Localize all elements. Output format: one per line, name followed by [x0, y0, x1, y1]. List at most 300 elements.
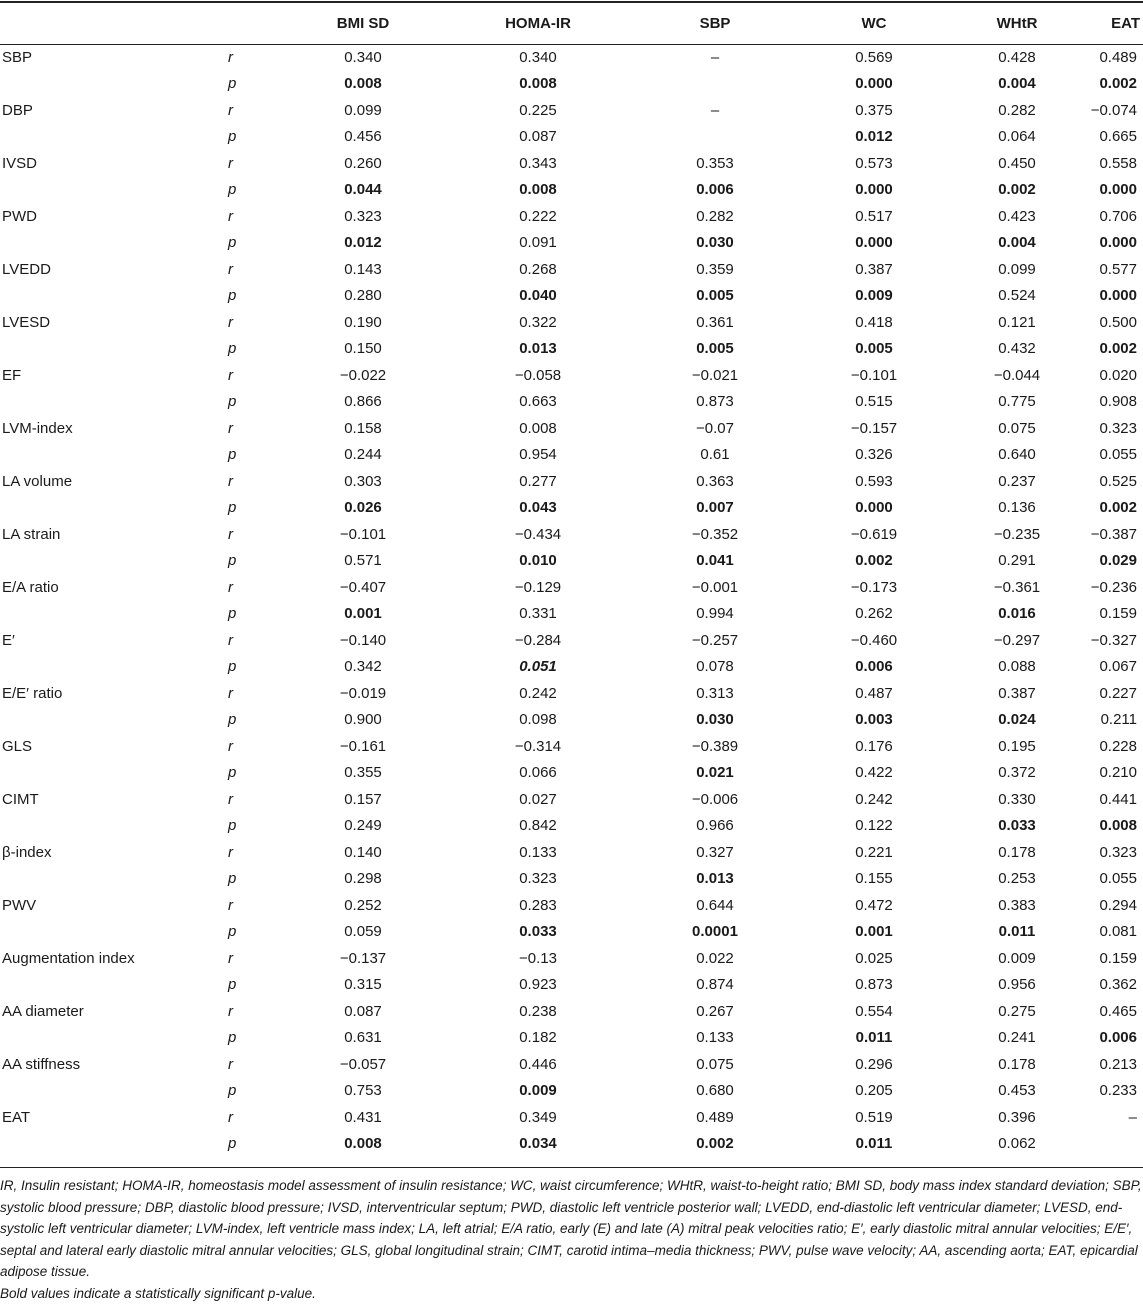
- row-variable-label: PWV: [0, 892, 228, 919]
- table-cell: 0.268: [438, 256, 638, 283]
- table-cell: 0.0001: [638, 919, 792, 946]
- table-cell: 0.282: [638, 203, 792, 230]
- table-cell: 0.005: [792, 336, 956, 363]
- table-row: [0, 495, 1143, 522]
- table-cell: [638, 71, 792, 98]
- table-row: [0, 945, 1143, 972]
- table-cell: 0.489: [1078, 44, 1143, 71]
- table-row: [0, 256, 1143, 283]
- table-cell: 0.680: [638, 1078, 792, 1105]
- table-cell: 0.517: [792, 203, 956, 230]
- row-variable-label: CIMT: [0, 786, 228, 813]
- table-row: [0, 919, 1143, 946]
- row-statistic-symbol: r: [228, 44, 288, 71]
- row-variable-label: [0, 654, 228, 681]
- row-statistic-symbol: r: [228, 680, 288, 707]
- row-variable-label: EF: [0, 362, 228, 389]
- table-cell: 0.055: [1078, 866, 1143, 893]
- table-cell: 0.343: [438, 150, 638, 177]
- table-cell: 0.361: [638, 309, 792, 336]
- row-variable-label: SBP: [0, 44, 228, 71]
- table-row: [0, 1131, 1143, 1158]
- table-cell: 0.353: [638, 150, 792, 177]
- table-cell: 0.663: [438, 389, 638, 416]
- table-cell: 0.519: [792, 1104, 956, 1131]
- table-cell: 0.008: [288, 1131, 438, 1158]
- table-header-row: [0, 3, 1143, 44]
- table-cell: 0.569: [792, 44, 956, 71]
- table-footnote: [0, 1175, 1143, 1304]
- table-cell: 0.026: [288, 495, 438, 522]
- table-cell: 0.098: [438, 707, 638, 734]
- table-cell: 0.001: [792, 919, 956, 946]
- row-statistic-symbol: r: [228, 892, 288, 919]
- table-row: [0, 44, 1143, 71]
- table-cell: 0.002: [638, 1131, 792, 1158]
- table-cell: 0.227: [1078, 680, 1143, 707]
- table-cell: 0.456: [288, 124, 438, 151]
- table-cell: 0.008: [438, 177, 638, 204]
- table-cell: 0.330: [956, 786, 1078, 813]
- header-whtr: WHtR: [956, 3, 1078, 44]
- table-cell: 0.003: [792, 707, 956, 734]
- table-cell: 0.842: [438, 813, 638, 840]
- table-cell: 0.323: [1078, 839, 1143, 866]
- row-variable-label: [0, 866, 228, 893]
- table-cell: 0.016: [956, 601, 1078, 628]
- table-cell: 0.008: [438, 71, 638, 98]
- table-row: [0, 707, 1143, 734]
- table-cell: 0.013: [638, 866, 792, 893]
- row-statistic-symbol: r: [228, 521, 288, 548]
- table-cell: 0.205: [792, 1078, 956, 1105]
- table-cell: 0.296: [792, 1051, 956, 1078]
- table-cell: 0.275: [956, 998, 1078, 1025]
- row-variable-label: E′: [0, 627, 228, 654]
- table-cell: 0.323: [288, 203, 438, 230]
- row-statistic-symbol: p: [228, 1078, 288, 1105]
- table-row: [0, 601, 1143, 628]
- table-cell: 0.355: [288, 760, 438, 787]
- table-row: [0, 548, 1143, 575]
- table-cell: 0.002: [1078, 336, 1143, 363]
- table-cell: −0.352: [638, 521, 792, 548]
- table-cell: 0.349: [438, 1104, 638, 1131]
- row-variable-label: [0, 601, 228, 628]
- table-cell: 0.61: [638, 442, 792, 469]
- row-statistic-symbol: p: [228, 707, 288, 734]
- table-cell: 0.441: [1078, 786, 1143, 813]
- table-cell: 0.489: [638, 1104, 792, 1131]
- row-statistic-symbol: r: [228, 415, 288, 442]
- row-statistic-symbol: r: [228, 309, 288, 336]
- table-cell: –: [638, 97, 792, 124]
- table-cell: −0.314: [438, 733, 638, 760]
- table-cell: 0.323: [1078, 415, 1143, 442]
- table-cell: 0.099: [956, 256, 1078, 283]
- table-cell: 0.954: [438, 442, 638, 469]
- table-row: [0, 972, 1143, 999]
- row-statistic-symbol: p: [228, 813, 288, 840]
- table-row: [0, 1104, 1143, 1131]
- table-cell: 0.923: [438, 972, 638, 999]
- table-cell: 0.081: [1078, 919, 1143, 946]
- row-statistic-symbol: r: [228, 150, 288, 177]
- table-cell: 0.326: [792, 442, 956, 469]
- table-cell: 0.004: [956, 71, 1078, 98]
- table-cell: 0.010: [438, 548, 638, 575]
- table-cell: 0.342: [288, 654, 438, 681]
- table-row: [0, 680, 1143, 707]
- row-variable-label: [0, 124, 228, 151]
- row-variable-label: PWD: [0, 203, 228, 230]
- table-row: [0, 654, 1143, 681]
- table-cell: 0.340: [438, 44, 638, 71]
- table-cell: 0.008: [288, 71, 438, 98]
- table-cell: 0.558: [1078, 150, 1143, 177]
- row-statistic-symbol: r: [228, 786, 288, 813]
- row-variable-label: [0, 919, 228, 946]
- table-cell: 0.000: [792, 177, 956, 204]
- table-cell: 0.593: [792, 468, 956, 495]
- row-statistic-symbol: p: [228, 336, 288, 363]
- table-cell: 0.099: [288, 97, 438, 124]
- row-variable-label: Augmentation index: [0, 945, 228, 972]
- table-cell: 0.006: [1078, 1025, 1143, 1052]
- table-cell: 0.159: [1078, 601, 1143, 628]
- table-cell: 0.294: [1078, 892, 1143, 919]
- row-statistic-symbol: p: [228, 654, 288, 681]
- table-cell: 0.011: [956, 919, 1078, 946]
- table-cell: −0.019: [288, 680, 438, 707]
- row-variable-label: IVSD: [0, 150, 228, 177]
- table-cell: 0.775: [956, 389, 1078, 416]
- table-cell: −0.022: [288, 362, 438, 389]
- table-cell: 0.387: [956, 680, 1078, 707]
- table-cell: 0.640: [956, 442, 1078, 469]
- header-sbp: SBP: [638, 3, 792, 44]
- table-cell: 0.515: [792, 389, 956, 416]
- table-row: [0, 442, 1143, 469]
- table-cell: 0.280: [288, 283, 438, 310]
- table-cell: 0.178: [956, 839, 1078, 866]
- row-statistic-symbol: p: [228, 919, 288, 946]
- row-variable-label: [0, 1025, 228, 1052]
- table-cell: 0.009: [792, 283, 956, 310]
- correlation-table: [0, 3, 1143, 1157]
- table-cell: −0.021: [638, 362, 792, 389]
- row-statistic-symbol: r: [228, 627, 288, 654]
- row-statistic-symbol: r: [228, 733, 288, 760]
- row-variable-label: [0, 283, 228, 310]
- row-statistic-symbol: p: [228, 177, 288, 204]
- table-cell: 0.291: [956, 548, 1078, 575]
- row-variable-label: [0, 71, 228, 98]
- table-row: [0, 150, 1143, 177]
- table-cell: 0.446: [438, 1051, 638, 1078]
- row-variable-label: [0, 495, 228, 522]
- table-cell: 0.059: [288, 919, 438, 946]
- table-cell: 0.062: [956, 1131, 1078, 1158]
- table-cell: 0.242: [438, 680, 638, 707]
- table-row: [0, 627, 1143, 654]
- header-cell: [0, 3, 228, 44]
- row-variable-label: [0, 707, 228, 734]
- table-cell: 0.500: [1078, 309, 1143, 336]
- table-bottom-rule: [0, 1167, 1143, 1168]
- row-variable-label: [0, 1131, 228, 1158]
- row-statistic-symbol: p: [228, 442, 288, 469]
- table-cell: 0.359: [638, 256, 792, 283]
- table-row: [0, 1025, 1143, 1052]
- table-cell: 0.044: [288, 177, 438, 204]
- table-cell: −0.173: [792, 574, 956, 601]
- table-cell: 0.244: [288, 442, 438, 469]
- table-cell: 0.176: [792, 733, 956, 760]
- row-statistic-symbol: r: [228, 839, 288, 866]
- table-cell: 0.122: [792, 813, 956, 840]
- table-cell: 0.143: [288, 256, 438, 283]
- table-cell: –: [638, 44, 792, 71]
- table-row: [0, 892, 1143, 919]
- table-row: [0, 97, 1143, 124]
- table-cell: 0.873: [638, 389, 792, 416]
- row-variable-label: [0, 177, 228, 204]
- table-cell: 0.030: [638, 707, 792, 734]
- table-cell: 0.133: [438, 839, 638, 866]
- row-statistic-symbol: r: [228, 945, 288, 972]
- table-cell: 0.001: [288, 601, 438, 628]
- table-cell: 0.029: [1078, 548, 1143, 575]
- table-row: [0, 283, 1143, 310]
- table-cell: −0.140: [288, 627, 438, 654]
- table-cell: 0.002: [1078, 71, 1143, 98]
- table-cell: 0.313: [638, 680, 792, 707]
- table-cell: −0.361: [956, 574, 1078, 601]
- table-cell: 0.282: [956, 97, 1078, 124]
- row-statistic-symbol: r: [228, 256, 288, 283]
- table-cell: –: [1078, 1104, 1143, 1131]
- table-cell: 0.011: [792, 1131, 956, 1158]
- table-cell: 0.012: [792, 124, 956, 151]
- table-row: [0, 574, 1143, 601]
- table-cell: 0.055: [1078, 442, 1143, 469]
- table-cell: 0.487: [792, 680, 956, 707]
- table-cell: −0.101: [288, 521, 438, 548]
- table-cell: 0.007: [638, 495, 792, 522]
- table-cell: −0.327: [1078, 627, 1143, 654]
- table-cell: −0.619: [792, 521, 956, 548]
- table-row: [0, 389, 1143, 416]
- table-cell: 0.241: [956, 1025, 1078, 1052]
- row-variable-label: GLS: [0, 733, 228, 760]
- table-cell: 0.665: [1078, 124, 1143, 151]
- table-cell: 0.577: [1078, 256, 1143, 283]
- row-statistic-symbol: p: [228, 283, 288, 310]
- row-variable-label: [0, 813, 228, 840]
- row-statistic-symbol: p: [228, 760, 288, 787]
- row-variable-label: [0, 442, 228, 469]
- table-row: [0, 468, 1143, 495]
- table-cell: −0.284: [438, 627, 638, 654]
- table-cell: 0.524: [956, 283, 1078, 310]
- table-cell: 0.004: [956, 230, 1078, 257]
- table-cell: 0.033: [438, 919, 638, 946]
- row-statistic-symbol: r: [228, 574, 288, 601]
- table-row: [0, 521, 1143, 548]
- table-cell: 0.087: [438, 124, 638, 151]
- table-cell: 0.428: [956, 44, 1078, 71]
- table-cell: 0.121: [956, 309, 1078, 336]
- table-cell: 0.002: [792, 548, 956, 575]
- table-cell: 0.554: [792, 998, 956, 1025]
- row-statistic-symbol: p: [228, 1131, 288, 1158]
- table-cell: −0.297: [956, 627, 1078, 654]
- row-variable-label: [0, 1078, 228, 1105]
- table-cell: 0.000: [1078, 230, 1143, 257]
- table-cell: 0.158: [288, 415, 438, 442]
- table-cell: 0.573: [792, 150, 956, 177]
- table-cell: 0.900: [288, 707, 438, 734]
- table-cell: −0.058: [438, 362, 638, 389]
- table-cell: 0.571: [288, 548, 438, 575]
- table-row: [0, 786, 1143, 813]
- table-cell: 0.002: [1078, 495, 1143, 522]
- row-statistic-symbol: p: [228, 972, 288, 999]
- row-statistic-symbol: r: [228, 362, 288, 389]
- table-cell: 0.908: [1078, 389, 1143, 416]
- table-cell: 0.020: [1078, 362, 1143, 389]
- table-cell: 0.030: [638, 230, 792, 257]
- table-cell: −0.235: [956, 521, 1078, 548]
- table-cell: 0.088: [956, 654, 1078, 681]
- table-cell: 0.000: [792, 495, 956, 522]
- row-statistic-symbol: p: [228, 71, 288, 98]
- table-cell: −0.137: [288, 945, 438, 972]
- abbreviations-note: IR, Insulin resistant; HOMA-IR, homeostasis model assessment of insulin resistance; WC, waist circumference; WHtR, waist-to-height ratio; BMI SD, body mass index standard deviation; SBP, systolic blood pressure; DBP, diastolic blood pressure; IVSD, interventricular septum; PWD, diastolic left ventricle posterior wall; LVEDD, end-diastolic left ventricular diameter; LVESD, end-systolic left ventricular diameter; LVM-index, left ventricle mass index; LA, left atrial; E/A ratio, early (E) and late (A) mitral peak velocities ratio; E′, early diastolic mitral annular velocities; E/E′, septal and lateral early diastolic mitral annular velocities; GLS, global longitudinal strain; CIMT, carotid intima–media thickness; PWV, pulse wave velocity; AA, ascending aorta; EAT, epicardial adipose tissue.: [0, 1175, 1143, 1283]
- row-statistic-symbol: p: [228, 230, 288, 257]
- table-cell: 0.051: [438, 654, 638, 681]
- table-row: [0, 1078, 1143, 1105]
- table-cell: 0.041: [638, 548, 792, 575]
- table-row: [0, 309, 1143, 336]
- table-cell: 0.075: [956, 415, 1078, 442]
- row-variable-label: EAT: [0, 1104, 228, 1131]
- table-cell: 0.363: [638, 468, 792, 495]
- table-cell: 0.465: [1078, 998, 1143, 1025]
- table-cell: 0.040: [438, 283, 638, 310]
- table-cell: 0.874: [638, 972, 792, 999]
- row-variable-label: LVM-index: [0, 415, 228, 442]
- table-cell: 0.422: [792, 760, 956, 787]
- table-cell: −0.407: [288, 574, 438, 601]
- row-variable-label: β-index: [0, 839, 228, 866]
- table-cell: 0.331: [438, 601, 638, 628]
- table-cell: −0.389: [638, 733, 792, 760]
- table-cell: 0.260: [288, 150, 438, 177]
- header-eat: EAT: [1078, 3, 1143, 44]
- row-statistic-symbol: p: [228, 495, 288, 522]
- row-statistic-symbol: p: [228, 601, 288, 628]
- header-cell: [228, 3, 288, 44]
- table-cell: 0.091: [438, 230, 638, 257]
- table-cell: 0.210: [1078, 760, 1143, 787]
- row-statistic-symbol: r: [228, 998, 288, 1025]
- table-cell: 0.027: [438, 786, 638, 813]
- table-cell: 0.043: [438, 495, 638, 522]
- table-cell: 0.013: [438, 336, 638, 363]
- table-cell: 0.525: [1078, 468, 1143, 495]
- table-cell: 0.078: [638, 654, 792, 681]
- table-cell: 0.262: [792, 601, 956, 628]
- table-cell: 0.327: [638, 839, 792, 866]
- row-variable-label: [0, 548, 228, 575]
- table-cell: 0.067: [1078, 654, 1143, 681]
- table-cell: 0.009: [438, 1078, 638, 1105]
- table-cell: 0.323: [438, 866, 638, 893]
- table-cell: 0.012: [288, 230, 438, 257]
- table-cell: 0.222: [438, 203, 638, 230]
- table-cell: 0.195: [956, 733, 1078, 760]
- table-cell: −0.129: [438, 574, 638, 601]
- table-cell: 0.150: [288, 336, 438, 363]
- table-cell: 0.249: [288, 813, 438, 840]
- table-cell: 0.024: [956, 707, 1078, 734]
- table-row: [0, 760, 1143, 787]
- table-cell: 0.242: [792, 786, 956, 813]
- table-cell: 0.022: [638, 945, 792, 972]
- table-cell: −0.074: [1078, 97, 1143, 124]
- row-statistic-symbol: r: [228, 1104, 288, 1131]
- table-cell: 0.211: [1078, 707, 1143, 734]
- table-cell: 0.021: [638, 760, 792, 787]
- table-row: [0, 415, 1143, 442]
- row-statistic-symbol: p: [228, 124, 288, 151]
- table-cell: −0.460: [792, 627, 956, 654]
- table-cell: −0.044: [956, 362, 1078, 389]
- row-statistic-symbol: p: [228, 1025, 288, 1052]
- table-cell: 0.252: [288, 892, 438, 919]
- table-cell: 0.000: [1078, 283, 1143, 310]
- header-bmi-sd: BMI SD: [288, 3, 438, 44]
- table-cell: −0.006: [638, 786, 792, 813]
- table-cell: 0.221: [792, 839, 956, 866]
- table-cell: 0.340: [288, 44, 438, 71]
- table-cell: 0.383: [956, 892, 1078, 919]
- table-row: [0, 177, 1143, 204]
- table-cell: 0.002: [956, 177, 1078, 204]
- table-row: [0, 998, 1143, 1025]
- row-variable-label: DBP: [0, 97, 228, 124]
- table-cell: 0.396: [956, 1104, 1078, 1131]
- table-cell: 0.064: [956, 124, 1078, 151]
- table-cell: 0.005: [638, 283, 792, 310]
- table-cell: 0.011: [792, 1025, 956, 1052]
- row-variable-label: [0, 336, 228, 363]
- table-cell: 0.753: [288, 1078, 438, 1105]
- table-cell: 0.005: [638, 336, 792, 363]
- row-statistic-symbol: p: [228, 389, 288, 416]
- table-cell: 0.418: [792, 309, 956, 336]
- table-cell: 0.034: [438, 1131, 638, 1158]
- table-cell: −0.001: [638, 574, 792, 601]
- table-cell: 0.225: [438, 97, 638, 124]
- row-statistic-symbol: r: [228, 97, 288, 124]
- table-cell: 0.190: [288, 309, 438, 336]
- table-cell: 0.253: [956, 866, 1078, 893]
- table-cell: 0.025: [792, 945, 956, 972]
- table-cell: 0.008: [1078, 813, 1143, 840]
